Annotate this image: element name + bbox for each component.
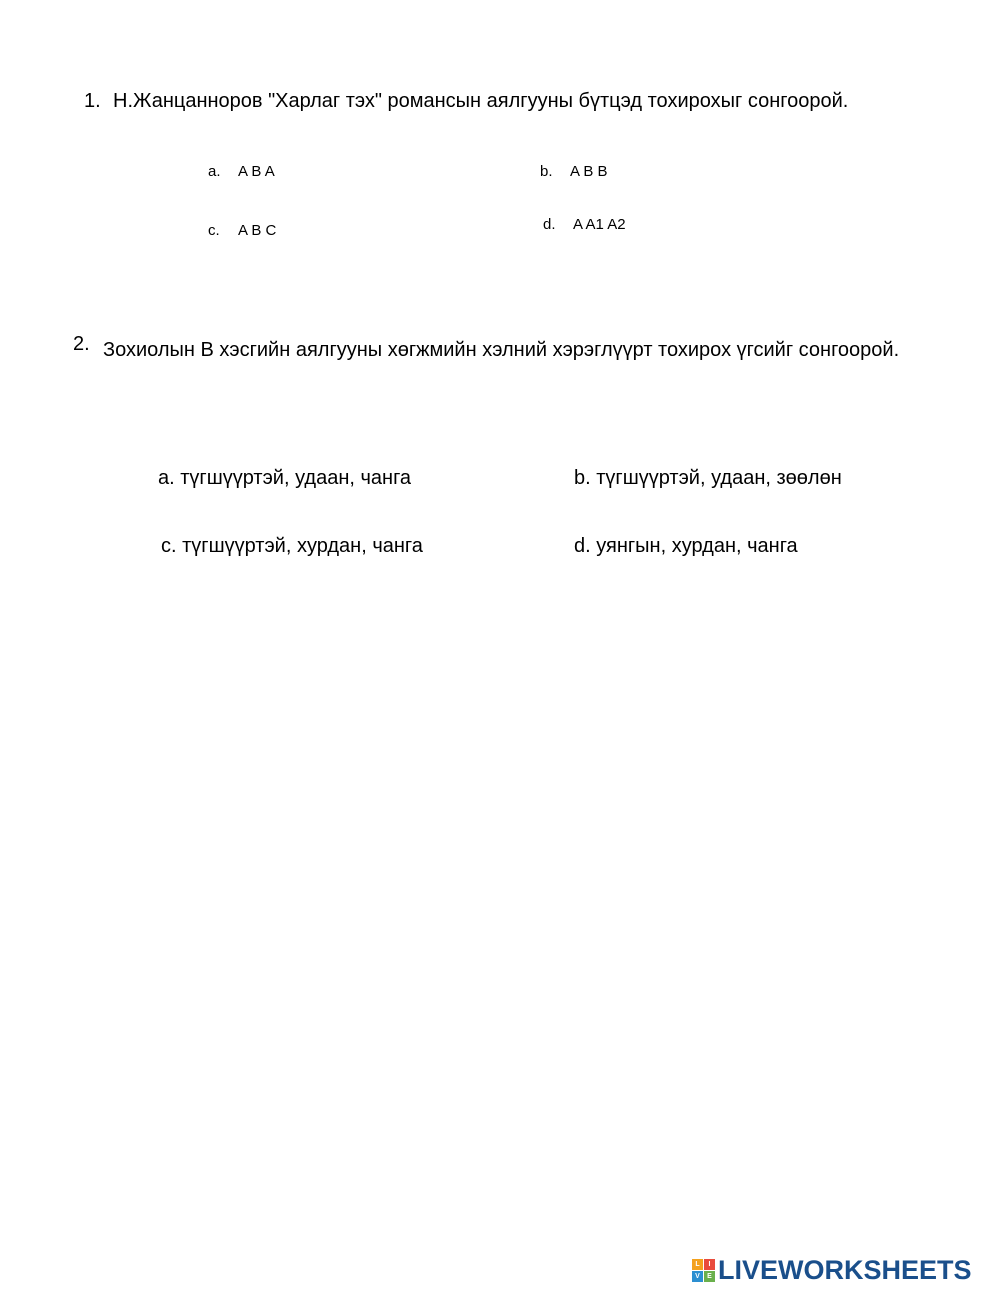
- liveworksheets-logo: [692, 1255, 972, 1286]
- question-1-text: Н.Жанцанноров "Харлаг тэх" романсын аялгууны бүтцэд тохирохыг сонгоорой.: [113, 90, 849, 112]
- question-1-option-b[interactable]: [540, 163, 608, 180]
- question-1-number: 1.: [84, 90, 101, 112]
- question-2-number: 2.: [73, 333, 90, 355]
- question-2-option-a[interactable]: a. түгшүүртэй, удаан, чанга: [158, 467, 412, 489]
- option-letter: d.: [543, 216, 556, 233]
- logo-text: LIVEWORKSHEETS: [718, 1255, 972, 1285]
- logo-blocks-icon: [692, 1259, 715, 1282]
- option-letter: a.: [208, 163, 221, 180]
- question-1-option-d[interactable]: [543, 216, 626, 233]
- logo-block: L: [692, 1259, 703, 1270]
- question-2-text: Зохиолын B хэсгийн аялгууны хөгжмийн хэлний хэрэглүүрт тохирох үгсийг сонгоорой.: [103, 339, 900, 361]
- question-1-option-a[interactable]: [208, 163, 275, 180]
- option-letter: b.: [540, 163, 553, 180]
- logo-block: E: [704, 1271, 715, 1282]
- option-text: A B B: [570, 163, 608, 180]
- option-text: A A1 A2: [573, 216, 626, 233]
- question-1-option-c[interactable]: [208, 222, 276, 239]
- question-2-option-b[interactable]: b. түгшүүртэй, удаан, зөөлөн: [574, 467, 842, 489]
- logo-block: V: [692, 1271, 703, 1282]
- option-letter: c.: [208, 222, 220, 239]
- question-2-option-c[interactable]: c. түгшүүртэй, хурдан, чанга: [161, 535, 423, 557]
- option-text: A B C: [238, 222, 277, 239]
- question-2-option-d[interactable]: d. уянгын, хурдан, чанга: [574, 535, 798, 557]
- option-text: A B A: [238, 163, 275, 180]
- logo-block: I: [704, 1259, 715, 1270]
